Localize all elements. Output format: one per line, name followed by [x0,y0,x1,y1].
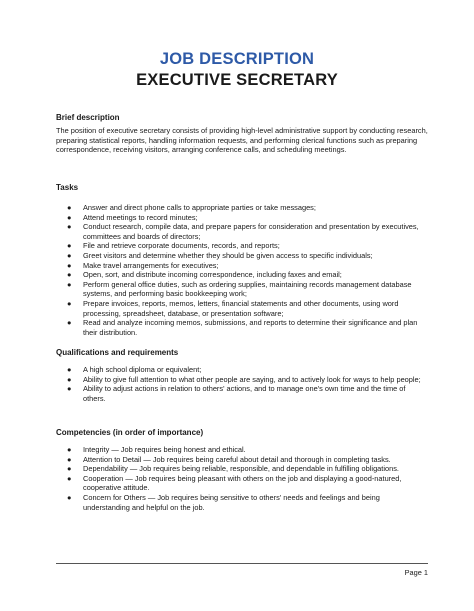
competency-text: Cooperation — Job requires being pleasant with others on the job and displaying a good-natured, cooperative attitude. [83,473,402,493]
list-item [56,280,428,299]
list-item [56,299,428,318]
list-item [56,270,428,280]
task-text: Attend meetings to record minutes; [83,212,198,222]
bullet-icon: ● [67,241,72,251]
task-text: Perform general office duties, such as ordering supplies, maintaining records management database systems, and performing basic bookkeeping work; [83,279,412,299]
document-title: JOB DESCRIPTION [159,50,315,68]
bullet-icon: ● [67,279,72,289]
list-item [56,203,428,213]
task-text: Prepare invoices, reports, memos, letters, financial statements and other documents, using word processing, spreadsheet, database, or presentation software; [83,298,399,318]
bullet-icon: ● [67,212,72,222]
list-item [56,455,428,465]
competency-text: Attention to Detail — Job requires being careful about detail and thorough in completing tasks. [83,454,391,464]
bullet-icon: ● [67,365,72,374]
page-number: Page 1 [404,568,428,577]
bullet-icon: ● [67,318,72,328]
bullet-icon: ● [67,473,72,483]
bullet-icon: ● [67,250,72,260]
bullet-icon: ● [67,270,72,280]
list-item [56,318,428,337]
bullet-icon: ● [67,374,72,384]
list-item [56,474,428,493]
qualifications-heading: Qualifications and requirements [56,348,179,357]
competency-text: Concern for Others — Job requires being sensitive to others' needs and feelings and being understanding and helpful on the job. [83,492,380,512]
footer-divider [56,563,428,564]
competency-text: Dependability — Job requires being reliable, responsible, and dependable in fulfilling obligations. [83,464,399,474]
tasks-heading: Tasks [56,183,79,192]
bullet-icon: ● [67,203,72,212]
list-item [56,384,428,403]
task-text: Make travel arrangements for executives; [83,260,219,270]
list-item [56,251,428,261]
bullet-icon: ● [67,384,72,394]
list-item [56,241,428,251]
task-text: File and retrieve corporate documents, records, and reports; [83,241,280,251]
bullet-icon: ● [67,260,72,270]
document-subtitle: EXECUTIVE SECRETARY [136,71,338,89]
competencies-list [56,445,428,512]
list-item [56,365,428,375]
list-item [56,464,428,474]
list-item [56,261,428,271]
tasks-list [56,203,428,337]
competencies-heading: Competencies (in order of importance) [56,428,204,437]
qualification-text: Ability to adjust actions in relation to others' actions, and to manage one's own time and the time of others. [83,384,406,403]
qualification-text: Ability to give full attention to what other people are saying, and to actively look for ways to help people; [83,374,421,384]
list-item [56,213,428,223]
bullet-icon: ● [67,492,72,502]
task-text: Conduct research, compile data, and prepare papers for consideration and presentation by executives, committees and boards of directors; [83,222,419,241]
list-item [56,493,428,512]
task-text: Read and analyze incoming memos, submissions, and reports to determine their significance and plan their distribution. [83,318,418,337]
list-item [56,222,428,241]
qualification-text: A high school diploma or equivalent; [83,365,202,374]
task-text: Greet visitors and determine whether they should be given access to specific individuals; [83,250,373,260]
qualifications-list [56,365,428,403]
task-text: Answer and direct phone calls to appropriate parties or take messages; [83,203,316,212]
task-text: Open, sort, and distribute incoming correspondence, including faxes and email; [83,270,342,280]
bullet-icon: ● [67,464,72,474]
bullet-icon: ● [67,454,72,464]
brief-description-heading: Brief description [56,113,120,122]
competency-text: Integrity — Job requires being honest and ethical. [83,445,246,454]
bullet-icon: ● [67,298,72,308]
bullet-icon: ● [67,445,72,454]
list-item [56,375,428,385]
brief-description-text: The position of executive secretary consists of providing high-level administrative support by conducting research, preparing statistical reports, handling information requests, and performing clerical functions such as preparing correspondence, receiving visitors, arranging conference calls, and scheduling meetings. [56,126,428,155]
list-item [56,445,428,455]
bullet-icon: ● [67,222,72,232]
